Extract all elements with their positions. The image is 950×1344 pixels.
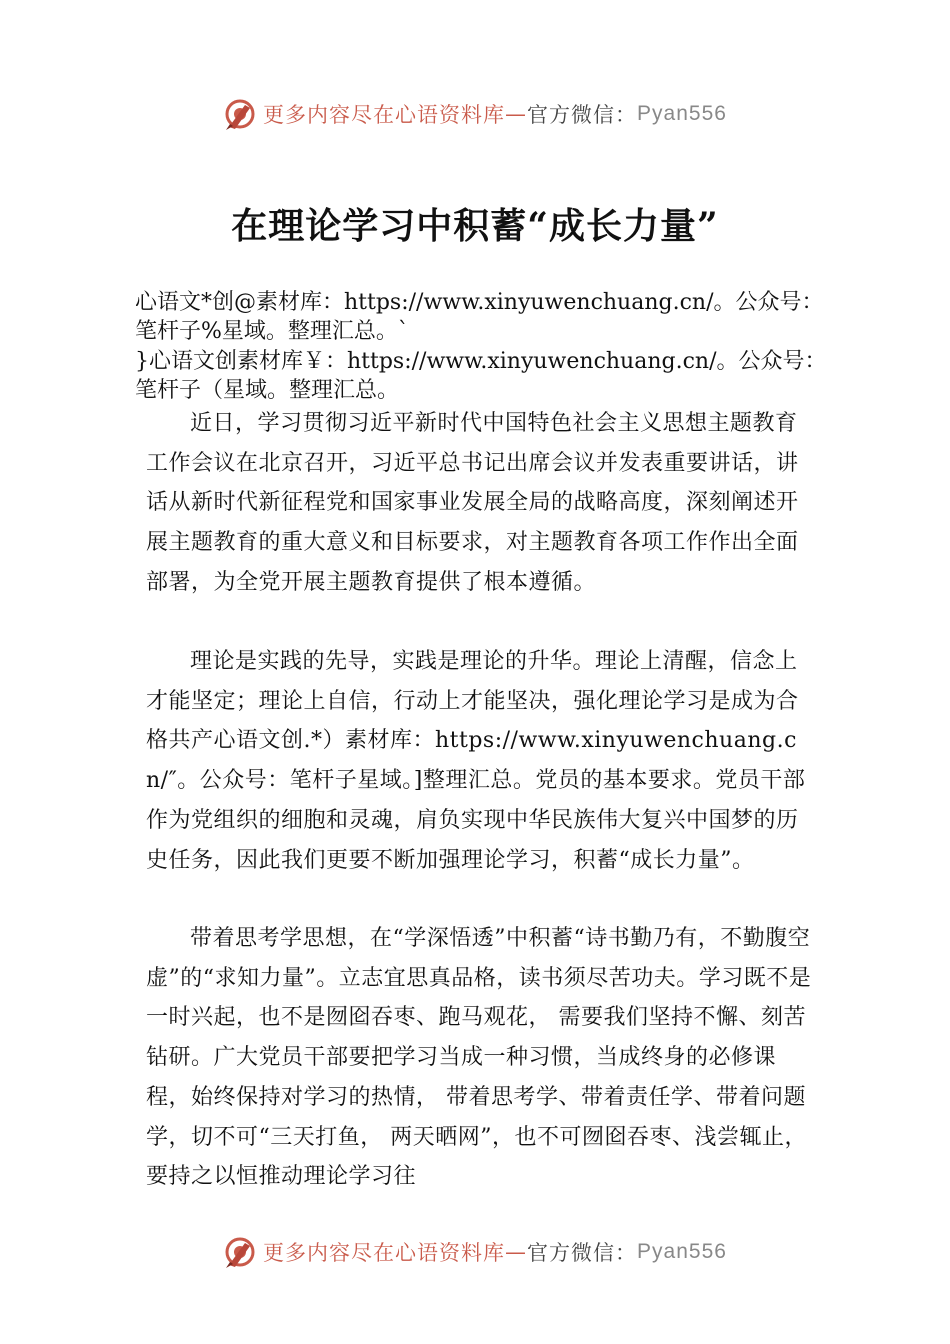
pen-logo-icon — [223, 97, 257, 131]
meta-line-1: 心语文*创@素材库：https://www.xinyuwenchuang.cn/。公众号：笔杆子%星域。整理汇总。` — [135, 290, 824, 344]
banner-label: 官方微信： — [527, 103, 638, 127]
banner-separator: — — [505, 102, 528, 126]
banner-text: 更多内容尽在心语资料库 — [263, 103, 506, 127]
paragraph-3: 带着思考学思想，在“学深悟透”中积蓄“诗书勤乃有，不勤腹空虚”的“求知力量”。立志宜思真品格，读书须尽苦功夫。学习既不是一时兴起，也不是囫囵吞枣、跑马观花， 需要我们坚持不懈、刻苦钻研。广大党员干部要把学习当成一种习惯，当成终身的必修课程，始终保持对学习的热情， 带着思考学、带着责任学、带着问题学，切不可“三天打鱼， 两天晒网”，也不可囫囵吞枣、浅尝辄止，要持之以恒推动理论学习往 — [146, 926, 812, 1190]
meta-line-2: }心语文创素材库￥：https://www.xinyuwenchuang.cn/。公众号：笔杆子（星域。整理汇总。 — [135, 349, 827, 403]
paragraph-2: 理论是实践的先导，实践是理论的升华。理论上清醒，信念上才能坚定；理论上自信，行动上才能坚决，强化理论学习是成为合格共产心语文创.*）素材库：https://www.xinyuwenchuang.cn/″。公众号：笔杆子星域。]整理汇总。党员的基本要求。党员干部作为党组织的细胞和灵魂，肩负实现中华民族伟大复兴中国梦的历史任务，因此我们更要不断加强理论学习，积蓄“成长力量”。 — [146, 649, 806, 873]
footer-banner-separator: — — [505, 1240, 528, 1264]
paragraph-1: 近日，学习贯彻习近平新时代中国特色社会主义思想主题教育工作会议在北京召开，习近平总书记出席会议并发表重要讲话，讲话从新时代新征程党和国家事业发展全局的战略高度，深刻阐述开展主题教育的重大意义和目标要求，对主题教育各项工作作出全面部署，为全党开展主题教育提供了根本遵循。 — [146, 411, 799, 595]
footer-banner-text: 更多内容尽在心语资料库 — [263, 1241, 506, 1265]
banner-handle: Pyan556 — [637, 102, 727, 125]
pen-logo-icon — [223, 1235, 257, 1269]
footer-banner-label: 官方微信： — [527, 1241, 638, 1265]
footer-banner-handle: Pyan556 — [637, 1240, 727, 1263]
footer-banner — [0, 1232, 950, 1272]
document-title: 在理论学习中积蓄“成长力量” — [231, 205, 719, 247]
header-banner — [0, 94, 950, 134]
